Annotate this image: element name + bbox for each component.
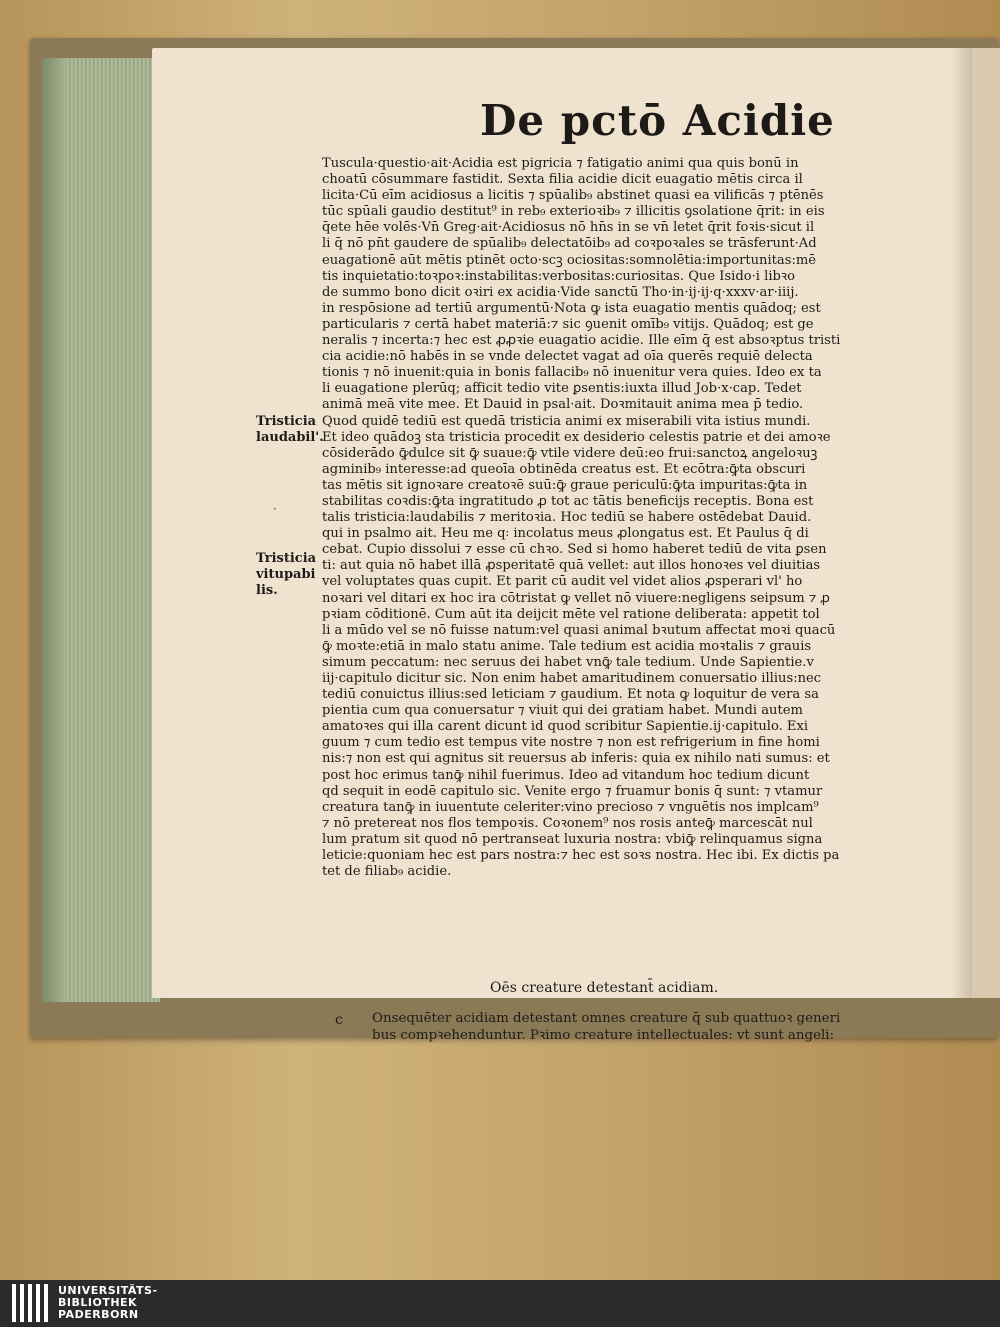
text-line: simum peccatum: nec seruus dei habet vnꝙ̄ tale tedium. Unde Sapientie.v — [322, 654, 814, 670]
text-line: euagationē aūt mētis ptinēt octo·scꝫ ociositas:somnolētia:importunitas:mē — [322, 252, 817, 268]
margin-note-line: Tristicia — [256, 414, 317, 429]
page-edges — [42, 58, 161, 1002]
section-marker: c — [335, 1012, 343, 1028]
text-line: q̄ete hēe volēs·Vn̄ Greg·ait·Acidiosus nō hn̄s in se vn̄ letet̄ q̄rit foꝛis·sicut il — [322, 220, 815, 236]
text-line: Et ideo quādoꝫ sta tristicia procedit ex desiderio celestis patrie et dei amoꝛe — [322, 429, 831, 445]
margin-note-tristicia-vitupabilis — [256, 551, 316, 599]
text-line: particularis ⁊ certā habet materiā:⁊ sic ꝯuenit omīb₉ vitijs. Quādoq; est ge — [322, 316, 814, 332]
text-line: cia acidie:nō habēs in se vnde delectet̄ vagat̄ ad oīa querēs requiē delecta — [322, 349, 813, 365]
text-line: choatū cōsummare fastidit. Sexta filia acidie dicit̄ euagatio mētis circa il — [322, 172, 803, 188]
text-line: pientia cum qua conuersatur ⁊ viuit qui dei gratiam habet. Mundi autem — [322, 703, 803, 719]
text-line: amatoꝛes qui illa carent dicunt id quod scribitur Sapientie.ij·capitulo. Exi — [322, 719, 809, 735]
text-line: Tuscula·questio·ait·Acidia est pigricia ⁊ fatigatio animi qua quis bonū in — [322, 156, 799, 171]
page-heading: De pctō Acidie — [480, 96, 835, 145]
bottom-text — [372, 1010, 942, 1044]
text-line: pꝛiam cōditionē. Cum aūt ita deijcit̄ mēte vel ratione deliberata: appetit tol — [322, 606, 820, 622]
margin-dot: · — [273, 502, 277, 516]
text-line: licita·Cū eīm acidiosus a licitis ⁊ spūalib₉ abstinet quasi ea vilificās ⁊ ptēnēs — [322, 188, 824, 204]
margin-note-line: lis. — [256, 583, 278, 598]
text-line: ⁊ nō pretereat nos flos tempoꝛis. Coꝛonem⁹ nos rosis anteꝙ̄ marcescāt nul — [322, 815, 813, 831]
text-line: guum ⁊ cum tedio est tempus vite nostre ⁊ non est refrigerium in fine homi — [322, 735, 820, 751]
text-line: li q̄ nō pn̄t gaudere de spūalib₉ delectatōib₉ ad coꝛpoꝛales se trāsferunt·Ad — [322, 236, 817, 252]
text-line: in respōsione ad tertiū argumentū·Nota ꝙ ista euagatio mentis quādoq; est — [322, 300, 821, 316]
text-line: qui in psalmo ait. Heu me q꞉ incolatus meus ꝓlongatus est. Et Paulus q̄ di — [322, 526, 809, 542]
library-logo-icon — [10, 1282, 50, 1324]
text-line: animā meā vite mee. Et Dauid in psal·ait. Doꝛmitauit anima mea p̄ tedio. — [322, 397, 804, 413]
text-line: leticie:quoniam hec est pars nostra:⁊ hec est soꝛs nostra. Hec ibi. Ex dictis pa — [322, 848, 840, 864]
text-line: cebat. Cupio dissolui ⁊ esse cū chꝛo. Sed si homo haberet tediū de vita ꝑsen — [322, 542, 827, 558]
text-line: nis:⁊ non est qui agnitus sit reuersus ab inferis: quia ex nihilo nati sumus: et — [322, 751, 830, 767]
library-name-line: PADERBORN — [58, 1308, 139, 1321]
text-line: tas mētis sit ignoꝛare creatoꝛē suū:ꝙ̄ graue periculū:ꝙ̄ta impuritas:ꝙ̄ta in — [322, 477, 808, 493]
text-line: tis inquietatio:toꝛpoꝛ:instabilitas:verbositas:curiositas. Que Isido·i libꝛo — [322, 268, 795, 284]
facing-page-edge — [972, 48, 1000, 998]
text-line: ti: aut quia nō habet illā ꝓsperitatē quā vellet: aut illos honoꝛes vel diuitias — [322, 558, 821, 574]
text-line: stabilitas coꝛdis:ꝙ̄ta ingratitudo ꝓ tot ac tātis beneficijs receptis. Bona est — [322, 493, 814, 509]
text-line: tediū conuictus illius:sed leticiam ⁊ gaudium. Et nota ꝙ loquitur de vera sa — [322, 687, 819, 703]
text-line: cōsiderādo ꝙ̄dulce sit ꝙ̄ suaue:ꝙ̄ vtile videre deū:eo frui:sanctoꝝ angeloꝛuꝫ — [322, 445, 818, 461]
library-name-line: BIBLIOTHEK — [58, 1296, 138, 1309]
body-text — [322, 156, 946, 880]
text-line: li euagatione plerūq; afficit̄ tedio vite ꝑsentis:iuxta illud Job·x·cap. Tedet — [322, 381, 802, 397]
text-line: lum pratum sit quod nō pertranseat luxuria nostra: vbiꝙ̄ relinquamus signa — [322, 831, 823, 847]
text-line: ꝙ̄ moꝛte:etiā in malo statu anime. Tale tedium est acidia moꝛtalis ⁊ grauis — [322, 638, 812, 654]
text-line: post hoc erimus tanꝙ̄ nihil fuerimus. Ideo ad vitandum hoc tedium dicunt — [322, 767, 810, 783]
text-line: bus compꝛehenduntur. Pꝛimo creature intellectuales: vt sunt angeli: — [372, 1028, 835, 1043]
text-line: qd̄ sequit̄ in eodē capitulo sic. Venite ergo ⁊ fruamur bonis q̄ sunt: ⁊ vtamur — [322, 783, 823, 799]
section-heading: Oēs creature detestant̄ acidiam. — [490, 980, 719, 996]
text-line: agminib₉ interesse:ad queoīa obtinēda creatus est. Et ecōtra:ꝙ̄ta obscuri — [322, 461, 806, 477]
margin-note-line: vitupabi — [256, 567, 316, 582]
text-line: creatura tanꝙ̄ in iuuentute celeriter:vino precioso ⁊ vnguētis nos implcam⁹ — [322, 799, 819, 815]
margin-note-line: laudabil'. — [256, 430, 324, 445]
margin-note-line: Tristicia — [256, 551, 317, 566]
text-line: noꝛari vel ditari ex hoc ira cōtristat̄ ꝙ vellet nō viuere:negligens seipsum ⁊ ꝓ — [322, 590, 830, 606]
text-line: tet de filiab₉ acidie. — [322, 864, 452, 880]
margin-note-tristicia-laudabilis — [256, 414, 324, 446]
text-line: Quod quidē tediū est quedā tristicia animi ex miserabili vita istius mundi. — [322, 413, 811, 429]
library-name-line: UNIVERSITÄTS- — [58, 1284, 158, 1297]
text-line: vel voluptates quas cupit. Et parit̄ cū audit vel videt alios ꝓsperari vl' ho — [322, 574, 803, 590]
text-line: talis tristicia:laudabilis ⁊ meritoꝛia. Hoc tediū se habere ostēdebat Dauid. — [322, 510, 812, 526]
text-line: neralis ⁊ incerta:⁊ hec est ꝓꝓꝛie euagatio acidie. Ille eīm q̄ est absoꝛptus tristi — [322, 333, 841, 349]
text-line: de summo bono dicit oꝛiri ex acidia·Vide sanctū Tho·in·ij·ij·q·xxxv·ar·iiij. — [322, 284, 799, 300]
library-name — [58, 1285, 158, 1321]
text-line: Onsequēter acidiam detestant̄ omnes creature q̄ sub quattuoꝛ generi — [372, 1011, 841, 1026]
text-line: iij·capitulo dicitur sic. Non enim habet amaritudinem conuersatio illius:nec — [322, 671, 822, 686]
text-line: li a mūdo vel se nō fuisse natum:vel quasi animal bꝛutum affectat moꝛi quacū — [322, 622, 836, 638]
text-line: tūc spūali gaudio destitut⁹ in reb₉ exterioꝛib₉ ⁊ illicitis ꝯsolatione q̄rit: in eis — [322, 204, 825, 220]
text-line: tionis ⁊ nō inuenit:quia in bonis fallacib₉ nō inuenitur vera quies. Ideo ex ta — [322, 365, 822, 381]
